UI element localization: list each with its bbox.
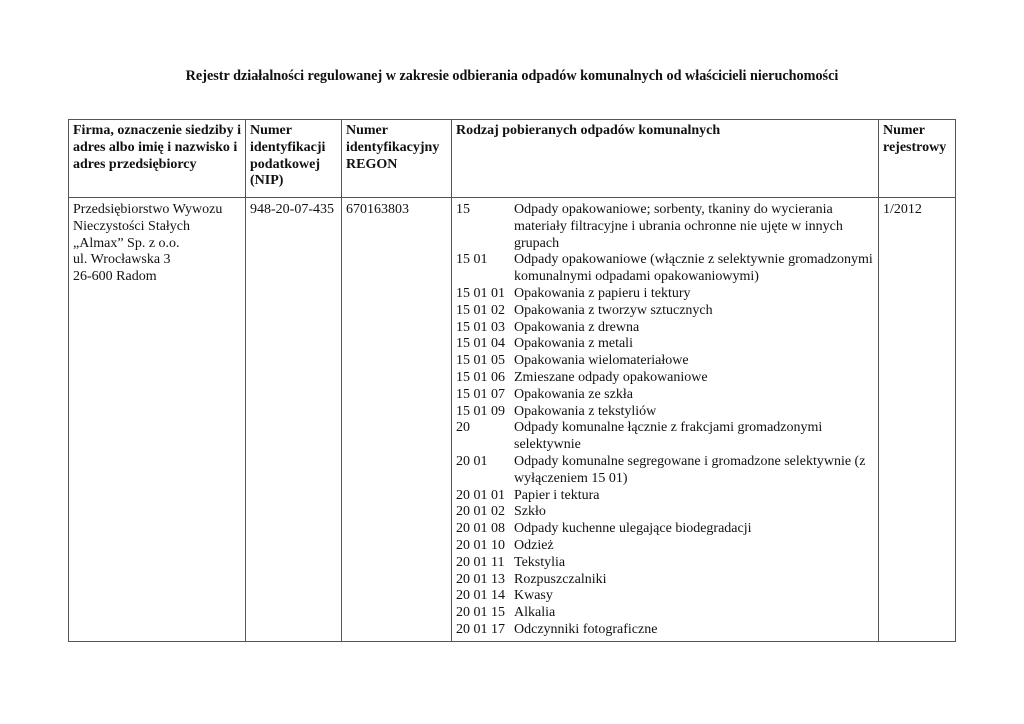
waste-description: Opakowania z papieru i tektury xyxy=(514,285,691,301)
company-line: Przedsiębiorstwo Wywozu xyxy=(73,202,223,217)
waste-cell xyxy=(452,198,879,642)
table-row xyxy=(69,198,956,642)
waste-description: Tekstylia xyxy=(514,554,566,570)
waste-item xyxy=(456,622,874,639)
waste-description: Odpady komunalne segregowane i gromadzone selektywnie (z wyłączeniem 15 01) xyxy=(514,453,866,486)
waste-item xyxy=(456,370,874,387)
waste-code: 15 01 09 xyxy=(456,403,505,419)
header-nip: Numer identyfikacji podatkowej (NIP) xyxy=(246,120,342,198)
waste-code: 20 01 02 xyxy=(456,504,505,520)
waste-code: 20 01 13 xyxy=(456,571,505,587)
waste-code: 20 01 10 xyxy=(456,537,505,553)
waste-description: Odpady opakowaniowe; sorbenty, tkaniny do wycierania materiały filtracyjne i ubrania ochronne nie ujęte w innych grupach xyxy=(514,202,843,251)
waste-description: Odpady kuchenne ulegające biodegradacji xyxy=(514,521,752,537)
waste-description: Kwasy xyxy=(514,588,553,604)
waste-item xyxy=(456,454,874,488)
header-company: Firma, oznaczenie siedziby i adres albo imię i nazwisko i adres przedsiębiorcy xyxy=(69,120,246,198)
company-line: „Almax” Sp. z o.o. xyxy=(73,235,180,251)
waste-item xyxy=(456,504,874,521)
waste-code: 20 xyxy=(456,420,470,436)
registry-number-cell: 1/2012 xyxy=(879,198,956,642)
header-registry-number: Numer rejestrowy xyxy=(879,120,956,198)
page-title: Rejestr działalności regulowanej w zakresie odbierania odpadów komunalnych od właścicieli nieruchomości xyxy=(185,68,839,84)
waste-description: Alkalia xyxy=(514,605,556,621)
waste-code: 15 01 xyxy=(456,252,488,268)
waste-item xyxy=(456,605,874,622)
company-cell xyxy=(69,198,246,642)
waste-item xyxy=(456,387,874,404)
waste-description: Rozpuszczalniki xyxy=(514,571,607,587)
waste-description: Opakowania wielomateriałowe xyxy=(514,353,689,369)
waste-item xyxy=(456,488,874,505)
registry-table xyxy=(68,119,956,642)
waste-item xyxy=(456,353,874,370)
waste-item xyxy=(456,572,874,589)
waste-code: 20 01 01 xyxy=(456,487,505,503)
waste-description: Opakowania z tworzyw sztucznych xyxy=(514,302,713,318)
waste-description: Opakowania z tekstyliów xyxy=(514,403,657,419)
table-header-row xyxy=(69,120,956,198)
waste-description: Papier i tektura xyxy=(514,487,600,503)
waste-item xyxy=(456,252,874,286)
company-line: 26-600 Radom xyxy=(73,269,157,285)
waste-item xyxy=(456,404,874,421)
waste-code: 15 01 02 xyxy=(456,302,505,318)
waste-code: 20 01 11 xyxy=(456,554,505,570)
waste-code: 15 01 01 xyxy=(456,285,505,301)
waste-item xyxy=(456,320,874,337)
waste-item xyxy=(456,202,874,252)
waste-code: 20 01 xyxy=(456,453,488,469)
waste-item xyxy=(456,336,874,353)
waste-item xyxy=(456,286,874,303)
waste-description: Opakowania z metali xyxy=(514,336,633,352)
header-waste-types: Rodzaj pobieranych odpadów komunalnych xyxy=(452,120,879,198)
waste-item xyxy=(456,420,874,454)
waste-description: Zmieszane odpady opakowaniowe xyxy=(514,369,708,385)
waste-code: 15 01 04 xyxy=(456,336,505,352)
waste-code: 20 01 08 xyxy=(456,521,505,537)
waste-description: Odpady opakowaniowe (włącznie z selektywnie gromadzonymi komunalnymi odpadami opakowaniowymi) xyxy=(514,252,873,285)
waste-code: 20 01 17 xyxy=(456,621,505,637)
waste-item xyxy=(456,588,874,605)
waste-item xyxy=(456,538,874,555)
waste-description: Odpady komunalne łącznie z frakcjami gromadzonymi selektywnie xyxy=(514,420,823,453)
waste-description: Odzież xyxy=(514,537,554,553)
waste-code: 15 01 07 xyxy=(456,386,505,402)
waste-item xyxy=(456,521,874,538)
waste-code: 20 01 14 xyxy=(456,588,505,604)
nip-cell: 948-20-07-435 xyxy=(246,198,342,642)
waste-code: 15 xyxy=(456,202,470,217)
waste-item xyxy=(456,303,874,320)
waste-code: 20 01 15 xyxy=(456,605,505,621)
waste-code: 15 01 03 xyxy=(456,319,505,335)
waste-code: 15 01 05 xyxy=(456,353,505,369)
waste-item xyxy=(456,555,874,572)
waste-code: 15 01 06 xyxy=(456,369,505,385)
header-regon: Numer identyfikacyjny REGON xyxy=(342,120,452,198)
waste-description: Opakowania ze szkła xyxy=(514,386,633,402)
waste-description: Odczynniki fotograficzne xyxy=(514,621,658,637)
company-line: ul. Wrocławska 3 xyxy=(73,252,171,268)
waste-description: Szkło xyxy=(514,504,546,520)
waste-description: Opakowania z drewna xyxy=(514,319,640,335)
regon-cell: 670163803 xyxy=(342,198,452,642)
company-line: Nieczystości Stałych xyxy=(73,218,191,234)
